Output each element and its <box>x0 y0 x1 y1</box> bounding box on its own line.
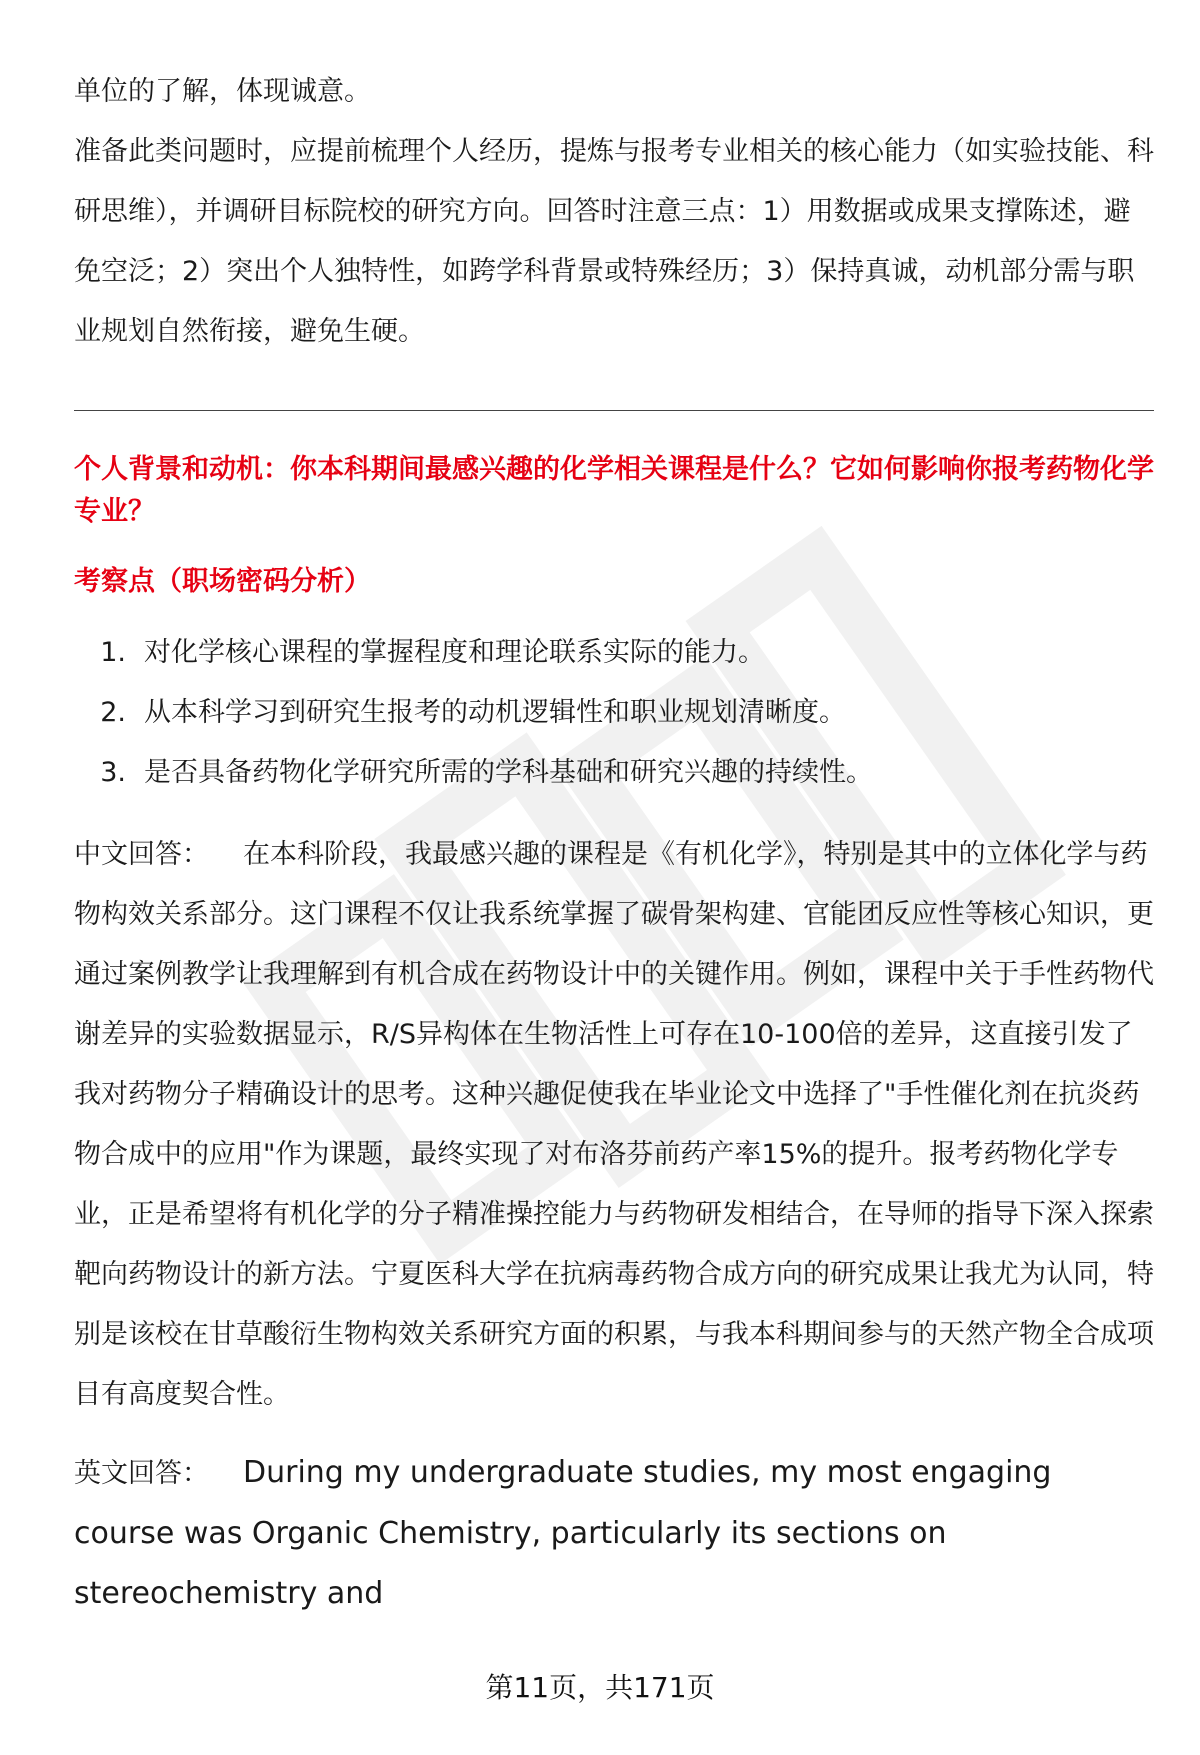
chinese-answer-label: 中文回答： <box>74 839 209 870</box>
list-item: 3. 是否具备药物化学研究所需的学科基础和研究兴趣的持续性。 <box>100 757 873 788</box>
section-divider <box>74 410 1154 411</box>
list-item: 2. 从本科学习到研究生报考的动机逻辑性和职业规划清晰度。 <box>100 697 846 728</box>
page-number: 第11页，共171页 <box>485 1671 715 1704</box>
analysis-points <box>74 623 1154 803</box>
intro-line: 单位的了解，体现诚意。 <box>74 76 371 107</box>
chinese-answer-text: 在本科阶段，我最感兴趣的课程是《有机化学》，特别是其中的立体化学与药物构效关系部分。这门课程不仅让我系统掌握了碳骨架构建、官能团反应性等核心知识，更通过案例教学让我理解到有机合成在药物设计中的关键作用。例如，课程中关于手性药物代谢差异的实验数据显示，R/S异构体在生物活性上可存在10-100倍的差异，这直接引发了我对药物分子精确设计的思考。这种兴趣促使我在毕业论文中选择了"手性催化剂在抗炎药物合成中的应用"作为课题，最终实现了对布洛芬前药产率15%的提升。报考药物化学专业，正是希望将有机化学的分子精准操控能力与药物研发相结合，在导师的指导下深入探索靶向药物设计的新方法。宁夏医科大学在抗病毒药物合成方向的研究成果让我尤为认同，特别是该校在甘草酸衍生物构效关系研究方面的积累，与我本科期间参与的天然产物全合成项目有高度契合性。 <box>74 839 1154 1410</box>
analysis-heading: 考察点（职场密码分析） <box>74 566 371 597</box>
intro-paragraph: 准备此类问题时，应提前梳理个人经历，提炼与报考专业相关的核心能力（如实验技能、科研思维），并调研目标院校的研究方向。回答时注意三点：1）用数据或成果支撑陈述，避免空泛；2）突出个人独特性，如跨学科背景或特殊经历；3）保持真诚，动机部分需与职业规划自然衔接，避免生硬。 <box>74 136 1154 347</box>
question-title: 个人背景和动机：你本科期间最感兴趣的化学相关课程是什么？它如何影响你报考药物化学专业？ <box>74 454 1154 527</box>
list-item: 1. 对化学核心课程的掌握程度和理论联系实际的能力。 <box>100 637 765 668</box>
chinese-answer <box>74 825 1154 1425</box>
english-answer-text: During my undergraduate studies, my most engaging course was Organic Chemistry, particularly its sections on stereochemistry and <box>74 1455 1052 1611</box>
english-answer <box>74 1443 1154 1624</box>
english-answer-label: 英文回答： <box>74 1458 209 1489</box>
document-page <box>74 62 1154 1624</box>
